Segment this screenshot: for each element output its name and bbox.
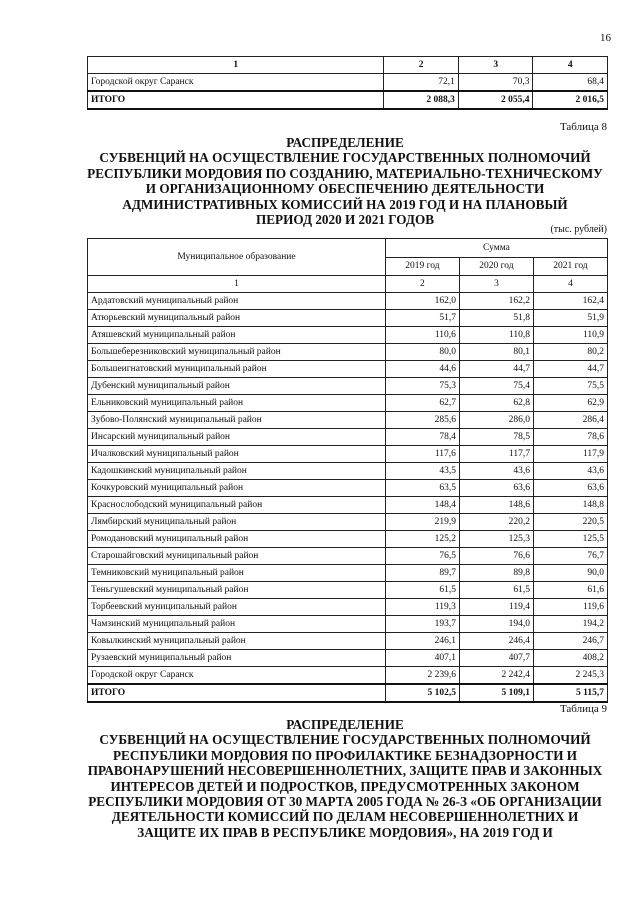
heading-line: ПЕРИОД 2020 И 2021 ГОДОВ bbox=[255, 212, 435, 228]
col-number-row bbox=[88, 57, 608, 74]
col-header-2019: 2019 год bbox=[385, 258, 459, 276]
value-2019: 72,1 bbox=[384, 74, 459, 92]
col-number: 4 bbox=[533, 57, 608, 74]
row-name: Атяшевский муниципальный район bbox=[88, 327, 386, 344]
value-2021: 43,6 bbox=[533, 463, 607, 480]
table-row bbox=[88, 514, 608, 531]
row-name: Лямбирский муниципальный район bbox=[88, 514, 386, 531]
value-2020: 117,7 bbox=[459, 446, 533, 463]
table-row bbox=[88, 650, 608, 667]
value-2019: 285,6 bbox=[385, 412, 459, 429]
table9-heading bbox=[70, 717, 620, 840]
value-2021: 2 245,3 bbox=[533, 667, 607, 685]
col-header-name: Муниципальное образование bbox=[88, 239, 386, 276]
value-2019: 76,5 bbox=[385, 548, 459, 565]
value-2019: 125,2 bbox=[385, 531, 459, 548]
row-name: Кочкуровский муниципальный район bbox=[88, 480, 386, 497]
value-2020: 407,7 bbox=[459, 650, 533, 667]
value-2021: 2 016,5 bbox=[533, 91, 608, 109]
value-2021: 51,9 bbox=[533, 310, 607, 327]
value-2019: 43,5 bbox=[385, 463, 459, 480]
row-name: Дубенский муниципальный район bbox=[88, 378, 386, 395]
value-2019: 246,1 bbox=[385, 633, 459, 650]
col-header-2020: 2020 год bbox=[459, 258, 533, 276]
value-2021: 75,5 bbox=[533, 378, 607, 395]
value-2021: 78,6 bbox=[533, 429, 607, 446]
heading-line: РАСПРЕДЕЛЕНИЕ bbox=[286, 135, 404, 150]
value-2020: 2 242,4 bbox=[459, 667, 533, 685]
heading-line: АДМИНИСТРАТИВНЫХ КОМИССИЙ НА 2019 ГОД И НА ПЛАНОВЫЙ bbox=[122, 196, 568, 212]
heading-line: РЕСПУБЛИКИ МОРДОВИЯ ОТ 30 МАРТА 2005 ГОДА № 26-З «ОБ ОРГАНИЗАЦИИ bbox=[88, 794, 602, 810]
row-name: Темниковский муниципальный район bbox=[88, 565, 386, 582]
col-number: 1 bbox=[88, 57, 384, 74]
table-row bbox=[88, 74, 608, 92]
value-2020: 125,3 bbox=[459, 531, 533, 548]
heading-line: ДЕЯТЕЛЬНОСТИ КОМИССИЙ ПО ДЕЛАМ НЕСОВЕРШЕННОЛЕТНИХ И bbox=[111, 809, 579, 825]
value-2021: 194,2 bbox=[533, 616, 607, 633]
value-2021: 62,9 bbox=[533, 395, 607, 412]
value-2021: 80,2 bbox=[533, 344, 607, 361]
table8-heading bbox=[70, 135, 620, 227]
top-table bbox=[87, 56, 608, 110]
value-2020: 75,4 bbox=[459, 378, 533, 395]
heading-line: СУБВЕНЦИЙ НА ОСУЩЕСТВЛЕНИЕ ГОСУДАРСТВЕННЫХ ПОЛНОМОЧИЙ bbox=[99, 150, 591, 166]
value-2020: 2 055,4 bbox=[458, 91, 533, 109]
value-2021: 408,2 bbox=[533, 650, 607, 667]
table-row bbox=[88, 565, 608, 582]
table8 bbox=[87, 238, 608, 703]
value-2020: 80,1 bbox=[459, 344, 533, 361]
value-2020: 119,4 bbox=[459, 599, 533, 616]
row-name: Инсарский муниципальный район bbox=[88, 429, 386, 446]
value-2020: 286,0 bbox=[459, 412, 533, 429]
row-name: Старошайговский муниципальный район bbox=[88, 548, 386, 565]
table-row bbox=[88, 378, 608, 395]
table-row bbox=[88, 599, 608, 616]
value-2020: 148,6 bbox=[459, 497, 533, 514]
table-row bbox=[88, 412, 608, 429]
row-name: Ичалковский муниципальный район bbox=[88, 446, 386, 463]
value-2020: 110,8 bbox=[459, 327, 533, 344]
value-2019: 110,6 bbox=[385, 327, 459, 344]
value-2019: 2 239,6 bbox=[385, 667, 459, 685]
value-2020: 162,2 bbox=[459, 293, 533, 310]
col-number: 3 bbox=[459, 276, 533, 293]
table-row bbox=[88, 480, 608, 497]
value-2019: 44,6 bbox=[385, 361, 459, 378]
value-2019: 89,7 bbox=[385, 565, 459, 582]
col-number: 2 bbox=[384, 57, 459, 74]
heading-line: ИНТЕРЕСОВ ДЕТЕЙ И ПОДРОСТКОВ, ПРЕДУСМОТРЕННЫХ ЗАКОНОМ bbox=[110, 778, 580, 794]
table-row bbox=[88, 616, 608, 633]
table-row bbox=[88, 310, 608, 327]
value-2019: 62,7 bbox=[385, 395, 459, 412]
value-2019: 193,7 bbox=[385, 616, 459, 633]
row-name: Чамзинский муниципальный район bbox=[88, 616, 386, 633]
value-2021: 286,4 bbox=[533, 412, 607, 429]
value-2019: 78,4 bbox=[385, 429, 459, 446]
col-number: 3 bbox=[458, 57, 533, 74]
table-row bbox=[88, 293, 608, 310]
value-2021: 110,9 bbox=[533, 327, 607, 344]
row-name: ИТОГО bbox=[88, 684, 386, 702]
value-2021: 117,9 bbox=[533, 446, 607, 463]
row-name: Ардатовский муниципальный район bbox=[88, 293, 386, 310]
value-2020: 43,6 bbox=[459, 463, 533, 480]
value-2021: 162,4 bbox=[533, 293, 607, 310]
table-row bbox=[88, 582, 608, 599]
heading-line: РЕСПУБЛИКИ МОРДОВИЯ ПО СОЗДАНИЮ, МАТЕРИАЛЬНО-ТЕХНИЧЕСКОМУ bbox=[87, 165, 603, 181]
heading-line: ПРАВОНАРУШЕНИЙ НЕСОВЕРШЕННОЛЕТНИХ, ЗАЩИТЕ ПРАВ И ЗАКОННЫХ bbox=[87, 763, 603, 779]
value-2019: 148,4 bbox=[385, 497, 459, 514]
value-2019: 2 088,3 bbox=[384, 91, 459, 109]
value-2019: 119,3 bbox=[385, 599, 459, 616]
table-row bbox=[88, 667, 608, 685]
value-2020: 246,4 bbox=[459, 633, 533, 650]
table9-label: Таблица 9 bbox=[559, 703, 607, 715]
row-name: Большеберезниковский муниципальный район bbox=[88, 344, 386, 361]
value-2021: 61,6 bbox=[533, 582, 607, 599]
table-row bbox=[88, 684, 608, 702]
table8-label: Таблица 8 bbox=[559, 121, 607, 133]
value-2020: 194,0 bbox=[459, 616, 533, 633]
table-row bbox=[88, 446, 608, 463]
value-2020: 63,6 bbox=[459, 480, 533, 497]
row-name: Кадошкинский муниципальный район bbox=[88, 463, 386, 480]
page-number: 16 bbox=[600, 32, 611, 44]
value-2021: 246,7 bbox=[533, 633, 607, 650]
value-2021: 220,5 bbox=[533, 514, 607, 531]
table-row bbox=[88, 463, 608, 480]
table-row bbox=[88, 633, 608, 650]
value-2019: 162,0 bbox=[385, 293, 459, 310]
value-2021: 63,6 bbox=[533, 480, 607, 497]
row-name: Ромодановский муниципальный район bbox=[88, 531, 386, 548]
heading-line: РЕСПУБЛИКИ МОРДОВИЯ ПО ПРОФИЛАКТИКЕ БЕЗНАДЗОРНОСТИ И bbox=[112, 747, 578, 763]
value-2021: 90,0 bbox=[533, 565, 607, 582]
table-row bbox=[88, 395, 608, 412]
row-name: Городской округ Саранск bbox=[88, 667, 386, 685]
value-2021: 68,4 bbox=[533, 74, 608, 92]
table-row bbox=[88, 548, 608, 565]
row-name: Атюрьевский муниципальный район bbox=[88, 310, 386, 327]
value-2020: 62,8 bbox=[459, 395, 533, 412]
row-name: Рузаевский муниципальный район bbox=[88, 650, 386, 667]
row-name: Городской округ Саранск bbox=[88, 74, 384, 92]
row-name: Ковылкинский муниципальный район bbox=[88, 633, 386, 650]
value-2021: 76,7 bbox=[533, 548, 607, 565]
heading-line: ЗАЩИТЕ ИХ ПРАВ В РЕСПУБЛИКЕ МОРДОВИЯ», НА 2019 ГОД И bbox=[137, 824, 553, 840]
value-2020: 89,8 bbox=[459, 565, 533, 582]
row-name: Торбеевский муниципальный район bbox=[88, 599, 386, 616]
col-header-2021: 2021 год bbox=[533, 258, 607, 276]
row-name: Большеигнатовский муниципальный район bbox=[88, 361, 386, 378]
value-2021: 148,8 bbox=[533, 497, 607, 514]
col-number: 2 bbox=[385, 276, 459, 293]
table-row bbox=[88, 531, 608, 548]
value-2020: 51,8 bbox=[459, 310, 533, 327]
value-2019: 80,0 bbox=[385, 344, 459, 361]
heading-line: СУБВЕНЦИЙ НА ОСУЩЕСТВЛЕНИЕ ГОСУДАРСТВЕННЫХ ПОЛНОМОЧИЙ bbox=[99, 732, 591, 748]
value-2020: 78,5 bbox=[459, 429, 533, 446]
value-2021: 5 115,7 bbox=[533, 684, 607, 702]
value-2020: 70,3 bbox=[458, 74, 533, 92]
value-2020: 76,6 bbox=[459, 548, 533, 565]
row-name: Ельниковский муниципальный район bbox=[88, 395, 386, 412]
row-name: Теньгушевский муниципальный район bbox=[88, 582, 386, 599]
value-2019: 75,3 bbox=[385, 378, 459, 395]
value-2019: 117,6 bbox=[385, 446, 459, 463]
col-number-row bbox=[88, 276, 608, 293]
value-2020: 44,7 bbox=[459, 361, 533, 378]
value-2019: 61,5 bbox=[385, 582, 459, 599]
table-row bbox=[88, 429, 608, 446]
col-number: 4 bbox=[533, 276, 607, 293]
col-number: 1 bbox=[88, 276, 386, 293]
value-2020: 61,5 bbox=[459, 582, 533, 599]
table-row bbox=[88, 91, 608, 109]
table8-unit: (тыс. рублей) bbox=[550, 224, 607, 235]
value-2021: 119,6 bbox=[533, 599, 607, 616]
value-2020: 5 109,1 bbox=[459, 684, 533, 702]
table-row bbox=[88, 327, 608, 344]
value-2019: 63,5 bbox=[385, 480, 459, 497]
value-2019: 407,1 bbox=[385, 650, 459, 667]
value-2019: 219,9 bbox=[385, 514, 459, 531]
table-row bbox=[88, 344, 608, 361]
value-2019: 51,7 bbox=[385, 310, 459, 327]
value-2020: 220,2 bbox=[459, 514, 533, 531]
row-name: ИТОГО bbox=[88, 91, 384, 109]
table-row bbox=[88, 361, 608, 378]
value-2021: 44,7 bbox=[533, 361, 607, 378]
heading-line: РАСПРЕДЕЛЕНИЕ bbox=[286, 717, 404, 732]
heading-line: И ОРГАНИЗАЦИОННОМУ ОБЕСПЕЧЕНИЮ ДЕЯТЕЛЬНОСТИ bbox=[145, 181, 545, 197]
row-name: Зубово-Полянский муниципальный район bbox=[88, 412, 386, 429]
value-2021: 125,5 bbox=[533, 531, 607, 548]
value-2019: 5 102,5 bbox=[385, 684, 459, 702]
row-name: Краснослободский муниципальный район bbox=[88, 497, 386, 514]
table-row bbox=[88, 497, 608, 514]
col-header-sum: Сумма bbox=[385, 239, 607, 258]
